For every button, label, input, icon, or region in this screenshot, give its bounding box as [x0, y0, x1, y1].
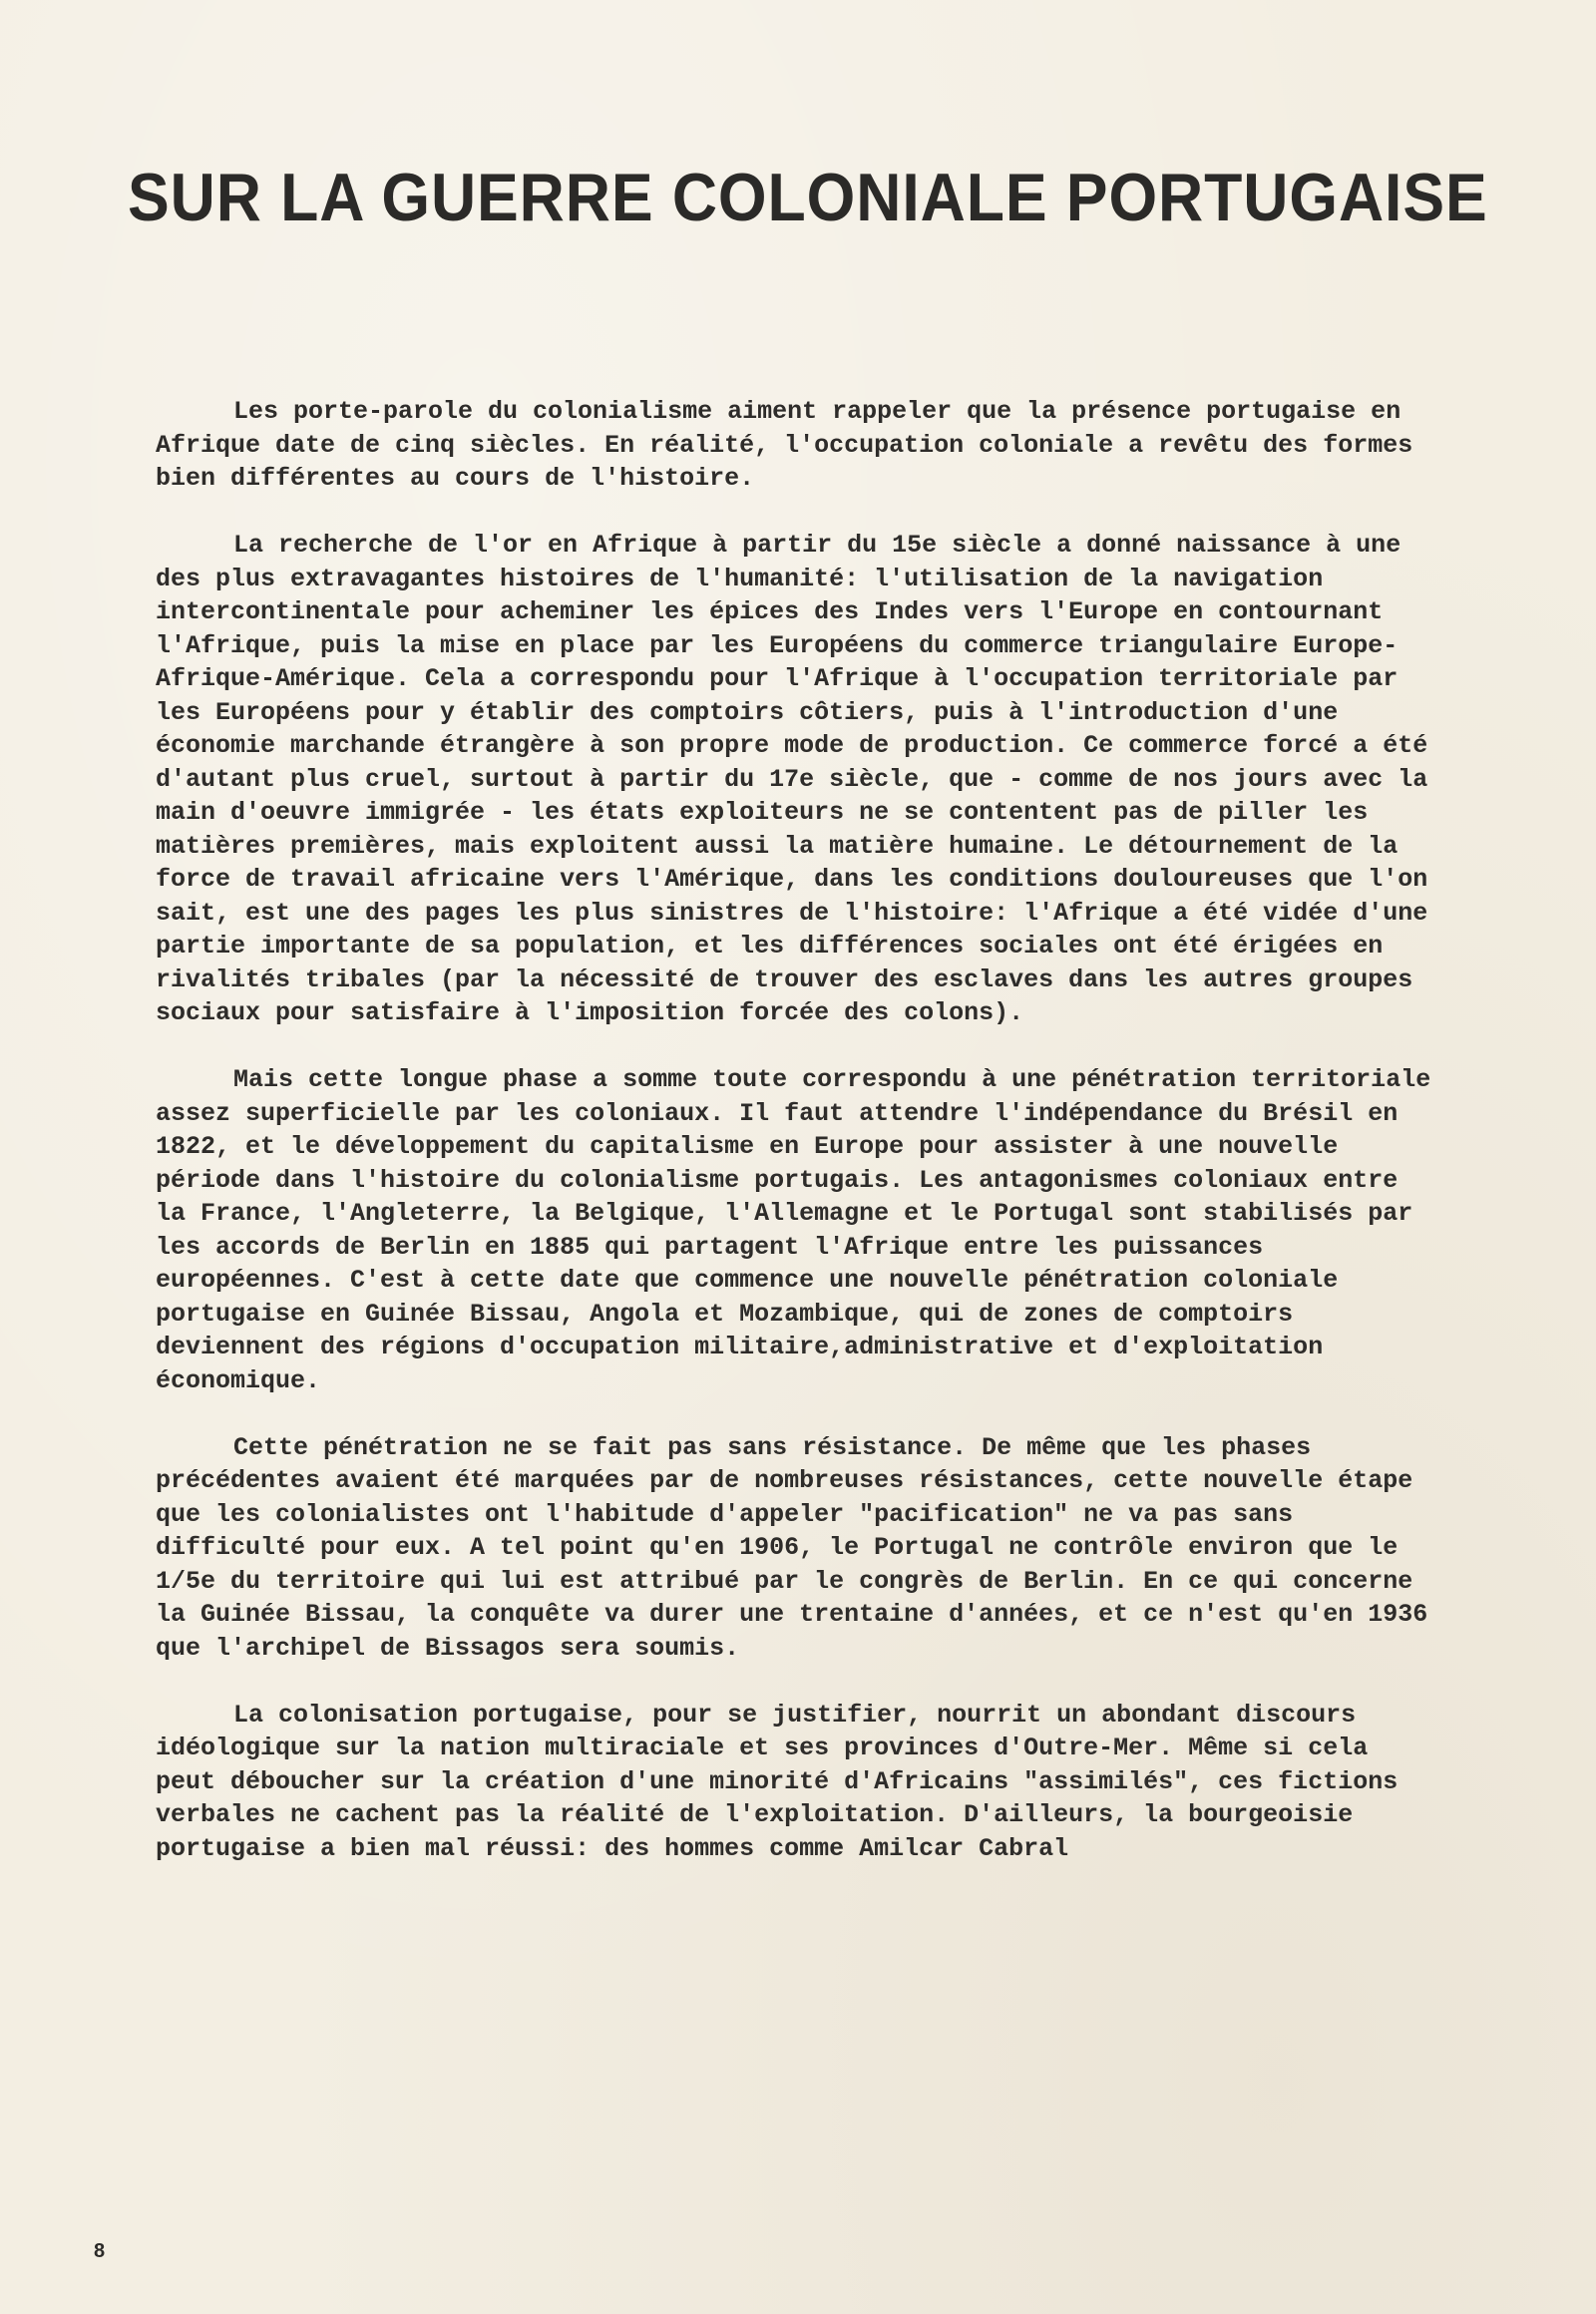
page-number: 8: [94, 2240, 106, 2262]
paragraph: Mais cette longue phase a somme toute correspondu à une pénétration territoriale assez superficielle par les coloniaux. Il faut attendre l'indépendance du Brésil en 1822, et le développement du capitalisme en Europe pour assister à une nouvelle période dans l'histoire du colonialisme portugais. Les antagonismes coloniaux entre la France, l'Angleterre, la Belgique, l'Allemagne et le Portugal sont stabilisés par les accords de Berlin en 1885 qui partagent l'Afrique entre les puissances européennes. C'est à cette date que commence une nouvelle pénétration coloniale portugaise en Guinée Bissau, Angola et Mozambique, qui de zones de comptoirs deviennent des régions d'occupation militaire,administrative et d'exploitation économique.: [156, 1065, 1431, 1395]
paragraph: Cette pénétration ne se fait pas sans résistance. De même que les phases précédentes avaient été marquées par de nombreuses résistances, cette nouvelle étape que les colonialistes ont l'habitude d'appeler "pacification" ne va pas sans difficulté pour eux. A tel point qu'en 1906, le Portugal ne contrôle environ que le 1/5e du territoire qui lui est attribué par le congrès de Berlin. En ce qui concerne la Guinée Bissau, la conquête va durer une trentaine d'années, et ce n'est qu'en 1936 que l'archipel de Bissagos sera soumis.: [156, 1432, 1428, 1663]
paragraph: La recherche de l'or en Afrique à partir du 15e siècle a donné naissance à une des plus extravagantes histoires de l'humanité: l'utilisation de la navigation intercontinentale pour acheminer les épices des Indes vers l'Europe en contournant l'Afrique, puis la mise en place par les Européens du commerce triangulaire Europe-Afrique-Amérique. Cela a correspondu pour l'Afrique à l'occupation territoriale par les Européens pour y établir des comptoirs côtiers, puis à l'introduction d'une économie marchande étrangère à son propre mode de production. Ce commerce forcé a été d'autant plus cruel, surtout à partir du 17e siècle, que - comme de nos jours avec la main d'oeuvre immigrée - les états exploiteurs ne se contentent pas de piller les matières premières, mais exploitent aussi la matière humaine. Le détournement de la force de travail africaine vers l'Amérique, dans les conditions douloureuses que l'on sait, est une des pages les plus sinistres de l'histoire: l'Afrique a été vidée d'une partie importante de sa population, et les différences sociales ont été érigées en rivalités tribales (par la nécessité de trouver des esclaves dans les autres groupes sociaux pour satisfaire à l'imposition forcée des colons).: [156, 531, 1428, 1027]
article-body: [156, 395, 1442, 1899]
paragraph: Les porte-parole du colonialisme aiment rappeler que la présence portugaise en Afrique date de cinq siècles. En réalité, l'occupation coloniale a revêtu des formes bien différentes au cours de l'histoire.: [156, 397, 1413, 493]
page-title: SUR LA GUERRE COLONIALE PORTUGAISE: [128, 160, 1488, 235]
paragraph: La colonisation portugaise, pour se justifier, nourrit un abondant discours idéologique sur la nation multiraciale et ses provinces d'Outre-Mer. Même si cela peut déboucher sur la création d'une minorité d'Africains "assimilés", ces fictions verbales ne cachent pas la réalité de l'exploitation. D'ailleurs, la bourgeoisie portugaise a bien mal réussi: des hommes comme Amilcar Cabral: [156, 1700, 1398, 1863]
